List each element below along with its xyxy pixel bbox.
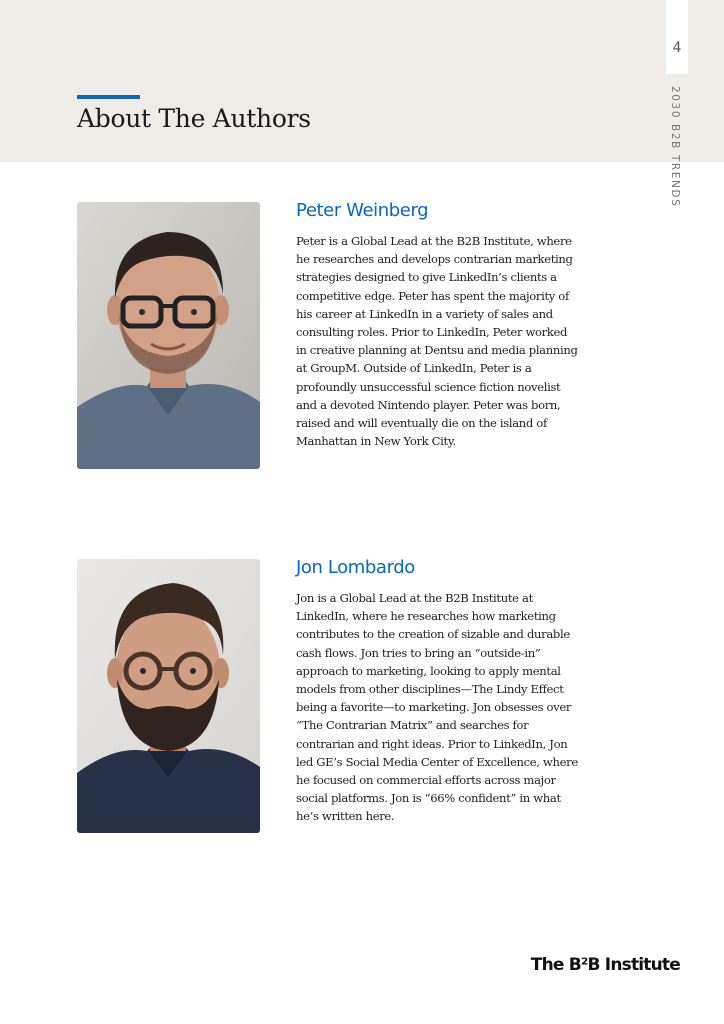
author-name-jon-lombardo: Jon Lombardo [296,557,415,578]
header-band [0,0,724,162]
author-photo-jon-lombardo [77,559,260,833]
author-bio-peter-weinberg: Peter is a Global Lead at the B2B Institute, where he researches and develops contrarian marketing strategies designed to give LinkedIn’s clients a competitive edge. Peter has spent the majority of his career at LinkedIn in a variety of sales and consulting roles. Prior to LinkedIn, Peter worked in creative planning at Dentsu and media planning at GroupM. Outside of LinkedIn, Peter is a profoundly unsuccessful science fiction novelist and a devoted Nintendo player. Peter was born, raised and will eventually die on the island of Manhattan in New York City. [296,234,578,449]
page-number: 4 [672,40,682,56]
author-photo-peter-weinberg [77,202,260,469]
author-bio-jon-lombardo: Jon is a Global Lead at the B2B Institute at LinkedIn, where he researches how marketing contributes to the creation of sizable and durable cash flows. Jon tries to bring an “outside-in” approach to marketing, looking to apply mental models from other disciplines—The Lindy Effect being a favorite—to marketing. Jon obsesses over “The Contrarian Matrix” and searches for contrarian and right ideas. Prior to LinkedIn, Jon led GE’s Social Media Center of Excellence, where he focused on commercial efforts across major social platforms. Jon is “66% confident” in what he’s written here. [296,591,578,824]
title-accent-bar [77,95,140,99]
page-number-tab [666,0,688,74]
page-title: About The Authors [77,104,311,133]
running-title: 2030 B2B TRENDS [669,86,681,208]
author-name-peter-weinberg: Peter Weinberg [296,200,429,221]
b2b-institute-logo: The B²B Institute [530,955,680,975]
